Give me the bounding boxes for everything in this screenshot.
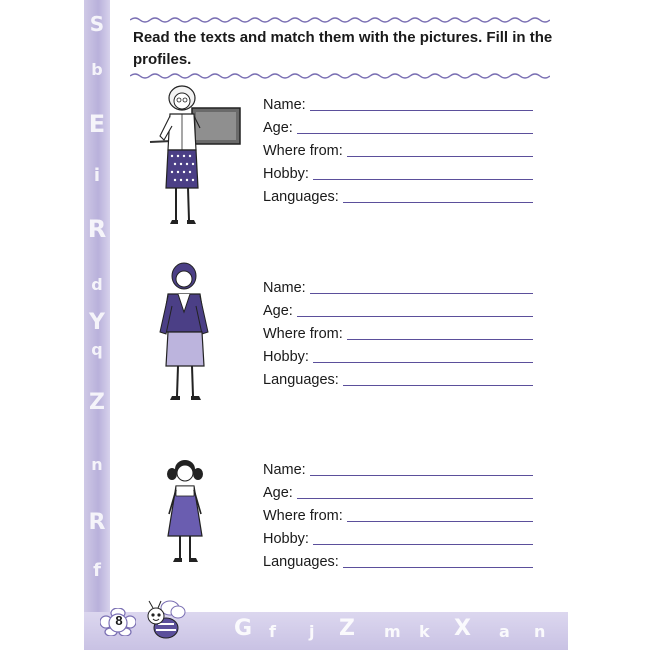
profile-form-2 [263,274,533,389]
ghost-letter-decoration: X [454,616,471,641]
where-from-row [263,320,533,343]
name-label: Name: [263,280,306,296]
exercise-instruction: Read the texts and match them with the pictures. Fill in the profiles. [133,29,553,68]
name-row [263,274,533,297]
name-blank-line[interactable] [310,279,533,294]
ghost-letter-decoration: j [309,622,315,641]
hobby-row [263,160,533,183]
where-from-row [263,502,533,525]
ghost-letter-decoration: i [93,165,101,186]
ghost-letter-decoration: Z [89,390,105,415]
age-blank-line[interactable] [297,484,533,499]
name-row [263,456,533,479]
languages-label: Languages: [263,554,339,570]
age-blank-line[interactable] [297,302,533,317]
where-from-blank-line[interactable] [347,325,533,340]
name-label: Name: [263,97,306,113]
languages-blank-line[interactable] [343,553,533,568]
ghost-letter-decoration: a [499,622,510,641]
name-row [263,91,533,114]
hobby-label: Hobby: [263,166,309,182]
where-from-blank-line[interactable] [347,142,533,157]
age-row [263,297,533,320]
where-from-row [263,137,533,160]
hobby-blank-line[interactable] [313,165,533,180]
name-blank-line[interactable] [310,461,533,476]
teacher-with-board-icon [140,84,250,230]
ghost-letter-decoration: k [419,622,430,641]
where-from-blank-line[interactable] [347,507,533,522]
ghost-letter-decoration: E [88,110,106,138]
ghost-letter-decoration: G [234,616,253,641]
ghost-letter-decoration: f [269,622,276,641]
languages-label: Languages: [263,372,339,388]
hobby-blank-line[interactable] [313,348,533,363]
languages-row [263,548,533,571]
ghost-letter-decoration: n [534,622,546,641]
ghost-letter-decoration: q [91,340,103,359]
profile-form-3 [263,456,533,571]
age-row [263,479,533,502]
ghost-letter-decoration: m [384,622,401,641]
name-blank-line[interactable] [310,96,533,111]
ghost-letter-decoration: R [88,510,106,535]
ghost-letter-decoration: R [87,215,107,243]
hobby-label: Hobby: [263,531,309,547]
left-decorative-border [84,0,110,650]
woman-in-suit-icon [150,262,220,404]
hobby-row [263,525,533,548]
girl-in-dress-icon [160,458,210,566]
age-label: Age: [263,303,293,319]
ghost-letter-decoration: Z [339,616,355,641]
age-label: Age: [263,485,293,501]
where-from-label: Where from: [263,508,343,524]
age-row [263,114,533,137]
ghost-letter-decoration: b [91,60,103,79]
languages-blank-line[interactable] [343,371,533,386]
profile-form-1 [263,91,533,206]
age-label: Age: [263,120,293,136]
languages-label: Languages: [263,189,339,205]
page-number: 8 [115,613,123,628]
hobby-blank-line[interactable] [313,530,533,545]
ghost-letter-decoration: S [89,12,105,36]
hobby-row [263,343,533,366]
bottom-wavy-divider [130,72,550,80]
hobby-label: Hobby: [263,349,309,365]
ghost-letter-decoration: f [93,560,101,581]
age-blank-line[interactable] [297,119,533,134]
name-label: Name: [263,462,306,478]
where-from-label: Where from: [263,143,343,159]
languages-blank-line[interactable] [343,188,533,203]
ghost-letter-decoration: Y [89,310,105,335]
top-wavy-divider [130,16,550,24]
ghost-letter-decoration: n [91,455,103,474]
bee-icon [144,598,186,642]
languages-row [263,366,533,389]
languages-row [263,183,533,206]
where-from-label: Where from: [263,326,343,342]
ghost-letter-decoration: d [91,275,103,294]
